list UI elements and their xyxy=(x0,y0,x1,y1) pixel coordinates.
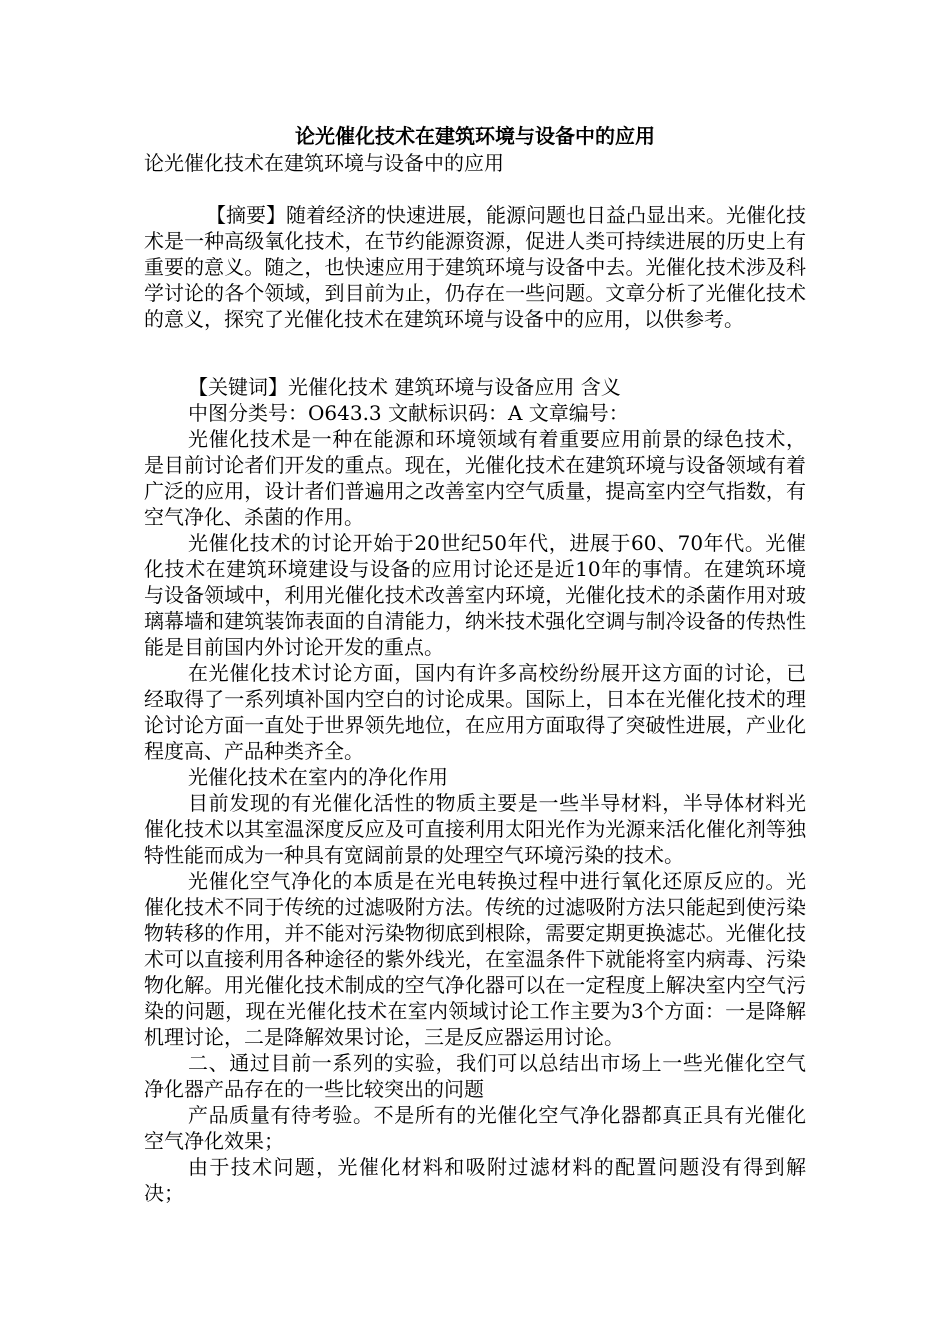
body-content xyxy=(144,426,806,1206)
body-paragraph: 光催化空气净化的本质是在光电转换过程中进行氧化还原反应的。光催化技术不同于传统的过滤吸附方法。传统的过滤吸附方法只能起到使污染物转移的作用，并不能对污染物彻底到根除，需要定期更换滤芯。光催化技术可以直接利用各种途径的紫外线光，在室温条件下就能将室内病毒、污染物化解。用光催化技术制成的空气净化器可以在一定程度上解决室内空气污染的问题，现在光催化技术在室内领域讨论工作主要为3个方面：一是降解机理讨论，二是降解效果讨论，三是反应器运用讨论。 xyxy=(144,869,806,1049)
body-paragraph: 光催化技术是一种在能源和环境领域有着重要应用前景的绿色技术，是目前讨论者们开发的重点。现在，光催化技术在建筑环境与设备领域有着广泛的应用，设计者们普遍用之改善室内空气质量，提高室内空气指数，有空气净化、杀菌的作用。 xyxy=(144,427,806,529)
document-title: 论光催化技术在建筑环境与设备中的应用 xyxy=(295,124,655,148)
section-heading: 二、通过目前一系列的实验，我们可以总结出市场上一些光催化空气净化器产品存在的一些比较突出的问题 xyxy=(144,1051,806,1101)
keywords-line: 【关键词】光催化技术 建筑环境与设备应用 含义 xyxy=(188,375,621,399)
body-paragraph: 由于技术问题，光催化材料和吸附过滤材料的配置问题没有得到解决； xyxy=(144,1155,806,1205)
body-paragraph: 产品质量有待考验。不是所有的光催化空气净化器都真正具有光催化空气净化效果； xyxy=(144,1103,806,1153)
abstract-paragraph: 【摘要】随着经济的快速进展，能源问题也日益凸显出来。光催化技术是一种高级氧化技术，在节约能源资源，促进人类可持续进展的历史上有重要的意义。随之，也快速应用于建筑环境与设备中去。光催化技术涉及科学讨论的各个领域，到目前为止，仍存在一些问题。文章分析了光催化技术的意义，探究了光催化技术在建筑环境与设备中的应用，以供参考。 xyxy=(144,203,806,331)
document-subtitle: 论光催化技术在建筑环境与设备中的应用 xyxy=(144,151,504,175)
section-heading: 光催化技术在室内的净化作用 xyxy=(188,765,448,789)
body-paragraph: 目前发现的有光催化活性的物质主要是一些半导材料，半导体材料光催化技术以其室温深度反应及可直接利用太阳光作为光源来活化催化剂等独特性能而成为一种具有宽阔前景的处理空气环境污染的技术。 xyxy=(144,791,806,867)
body-paragraph: 光催化技术的讨论开始于20世纪50年代，进展于60、70年代。光催化技术在建筑环境建设与设备的应用讨论还是近10年的事情。在建筑环境与设备领域中，利用光催化技术改善室内环境，光催化技术的杀菌作用对玻璃幕墙和建筑装饰表面的自清能力，纳米技术强化空调与制冷设备的传热性能是目前国内外讨论开发的重点。 xyxy=(144,531,806,659)
body-paragraph: 在光催化技术讨论方面，国内有许多高校纷纷展开这方面的讨论，已经取得了一系列填补国内空白的讨论成果。国际上，日本在光催化技术的理论讨论方面一直处于世界领先地位，在应用方面取得了突破性进展，产业化程度高、产品种类齐全。 xyxy=(144,661,806,763)
classification-line: 中图分类号：O643.3 文献标识码：A 文章编号： xyxy=(188,401,629,425)
